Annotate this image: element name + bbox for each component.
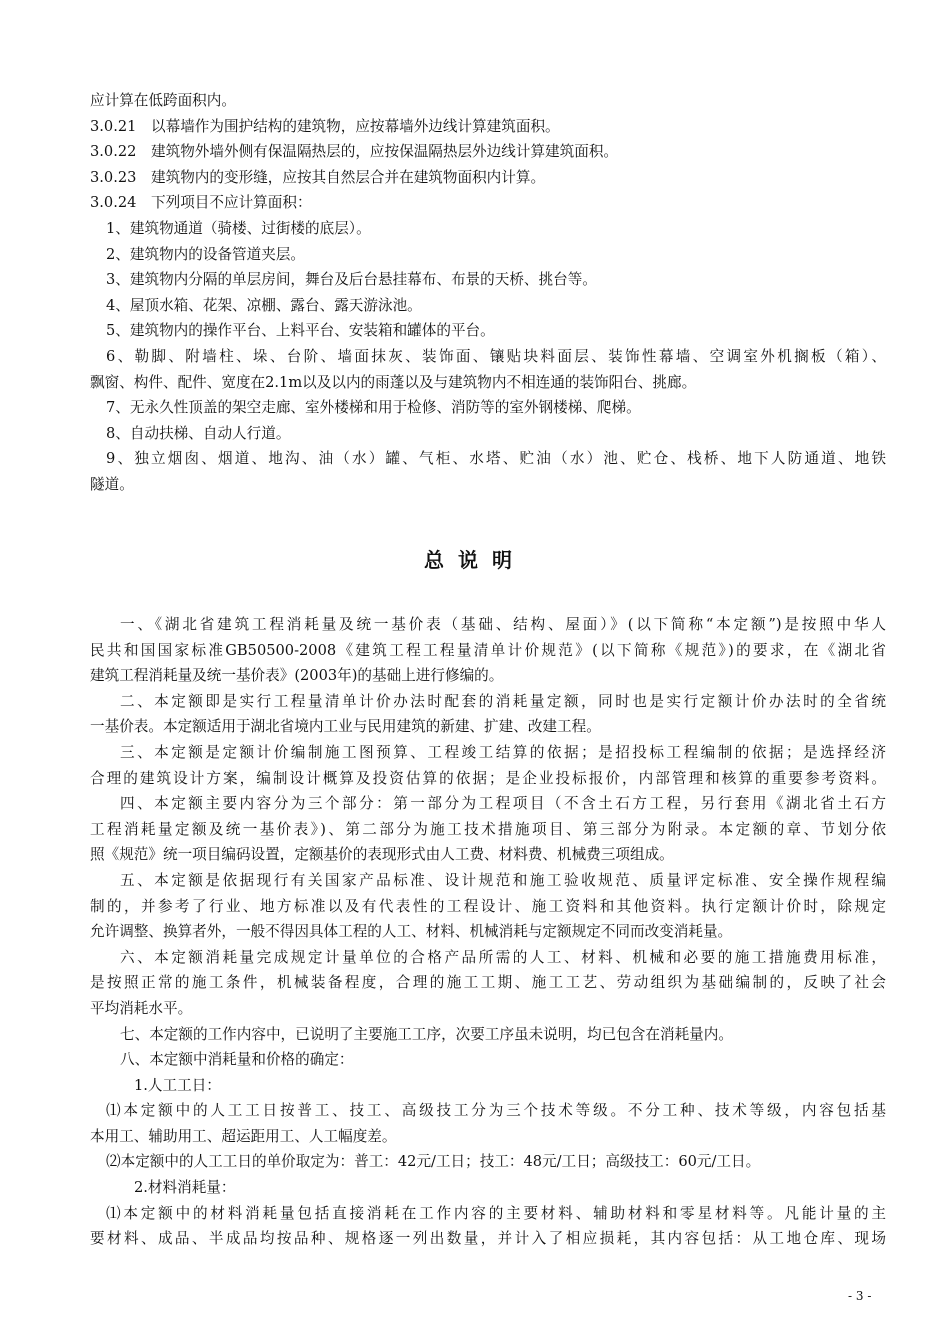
area-rules-section — [90, 88, 886, 498]
paragraph-line: 三、本定额是定额计价编制施工图预算、工程竣工结算的依据；是招投标工程编制的依据；是选择经济 — [120, 743, 886, 761]
paragraph-line: 民共和国国家标准GB50500-2008《建筑工程工程量清单计价规范》(以下简称《规范》)的要求，在《湖北省 — [90, 641, 886, 659]
paragraph-line: 一基价表。本定额适用于湖北省境内工业与民用建筑的新建、扩建、改建工程。 — [90, 718, 601, 736]
list-item: 1、建筑物通道（骑楼、过街楼的底层）。 — [106, 219, 371, 237]
list-item: 4、屋顶水箱、花架、凉棚、露台、露天游泳池。 — [106, 296, 422, 314]
paragraph-line: 五、本定额是依据现行有关国家产品标准、设计规范和施工验收规范、质量评定标准、安全操作规程编 — [120, 871, 886, 889]
rule-3-0-24: 3.0.24 下列项目不应计算面积： — [90, 194, 312, 212]
paragraph-line: 是按照正常的施工条件，机械装备程度，合理的施工工期、施工工艺、劳动组织为基础编制的，反映了社会 — [90, 974, 886, 992]
paragraph-line: 允许调整、换算者外，一般不得因具体工程的人工、材料、机械消耗与定额规定不同而改变消耗量。 — [90, 923, 733, 941]
list-item: 6、勒脚、附墙柱、垛、台阶、墙面抹灰、装饰面、镶贴块料面层、装饰性幕墙、空调室外机搁板（箱）、 — [106, 347, 886, 365]
rule-3-0-22: 3.0.22 建筑物外墙外侧有保温隔热层的，应按保温隔热层外边线计算建筑面积。 — [90, 143, 619, 161]
rule-3-0-23: 3.0.23 建筑物内的变形缝，应按其自然层合并在建筑物面积内计算。 — [90, 168, 546, 186]
paragraph-line: 合理的建筑设计方案，编制设计概算及投资估算的依据；是企业投标报价，内部管理和核算的重要参考资料。 — [90, 769, 886, 787]
list-item: 7、无永久性顶盖的架空走廊、室外楼梯和用于检修、消防等的室外钢楼梯、爬梯。 — [106, 399, 641, 417]
rule-3-0-21: 3.0.21 以幕墙作为围护结构的建筑物，应按幕墙外边线计算建筑面积。 — [90, 117, 560, 135]
paragraph-line: 本用工、辅助用工、超运距用工、人工幅度差。 — [90, 1127, 397, 1145]
list-item: 5、建筑物内的操作平台、上料平台、安装箱和罐体的平台。 — [106, 322, 495, 340]
list-item: 2、建筑物内的设备管道夹层。 — [106, 245, 306, 263]
paragraph-line: 六、本定额消耗量完成规定计量单位的合格产品所需的人工、材料、机械和必要的施工措施费用标准， — [120, 948, 886, 966]
paragraph-line: 工程消耗量定额及统一基价表》)、第二部分为施工技术措施项目、第三部分为附录。本定额的章、节划分依 — [90, 820, 886, 838]
paragraph-line: 建筑工程消耗量及统一基价表》(2003年)的基础上进行修编的。 — [90, 667, 504, 685]
list-item: 3、建筑物内分隔的单层房间，舞台及后台悬挂幕布、布景的天桥、挑台等。 — [106, 271, 597, 289]
paragraph-line: 平均消耗水平。 — [90, 999, 193, 1017]
paragraph-line: 照《规范》统一项目编码设置，定额基价的表现形式由人工费、材料费、机械费三项组成。 — [90, 846, 674, 864]
paragraph-line: 一、《湖北省建筑工程消耗量及统一基价表（基础、结构、屋面）》(以下简称“本定额”)是按照中华人 — [120, 616, 886, 633]
paragraph-line: 应计算在低跨面积内。 — [90, 92, 236, 109]
list-item: 8、自动扶梯、自动人行道。 — [106, 424, 291, 442]
list-item-continuation: 隧道。 — [90, 475, 134, 493]
list-item-continuation: 飘窗、构件、配件、宽度在2.1m以及以内的雨蓬以及与建筑物内不相连通的装饰阳台、挑廊。 — [90, 373, 697, 391]
list-item: 9、独立烟囱、烟道、地沟、油（水）罐、气柜、水塔、贮油（水）池、贮仓、栈桥、地下人防通道、地铁 — [106, 450, 886, 468]
section-title: 总说明 — [424, 548, 526, 572]
page-number: - 3 - — [848, 1289, 872, 1303]
paragraph-line: 四、本定额主要内容分为三个部分：第一部分为工程项目（不含土石方工程，另行套用《湖北省土石方 — [120, 795, 886, 813]
subheading: 2.材料消耗量： — [134, 1179, 236, 1197]
paragraph-line: 八、本定额中消耗量和价格的确定： — [120, 1051, 354, 1069]
paragraph-line: ⑴本定额中的材料消耗量包括直接消耗在工作内容的主要材料、辅助材料和零星材料等。凡能计量的主 — [106, 1204, 886, 1222]
paragraph-line: ⑴本定额中的人工工日按普工、技工、高级技工分为三个技术等级。不分工种、技术等级，内容包括基 — [106, 1102, 886, 1120]
paragraph-line: 要材料、成品、半成品均按品种、规格逐一列出数量，并计入了相应损耗，其内容包括：从工地仓库、现场 — [90, 1230, 886, 1248]
paragraph-line: ⑵本定额中的人工工日的单价取定为：普工：42元/工日；技工：48元/工日；高级技工：60元/工日。 — [106, 1153, 761, 1171]
paragraph-line: 二、本定额即是实行工程量清单计价办法时配套的消耗量定额，同时也是实行定额计价办法时的全省统 — [120, 692, 886, 710]
subheading: 1.人工工日： — [134, 1076, 221, 1094]
general-explanation-body — [90, 612, 886, 1252]
paragraph-line: 制的，并参考了行业、地方标准以及有代表性的工程设计、施工资料和其他资料。执行定额计价时，除规定 — [90, 897, 886, 915]
paragraph-line: 七、本定额的工作内容中，已说明了主要施工工序，次要工序虽未说明，均已包含在消耗量内。 — [120, 1025, 733, 1043]
